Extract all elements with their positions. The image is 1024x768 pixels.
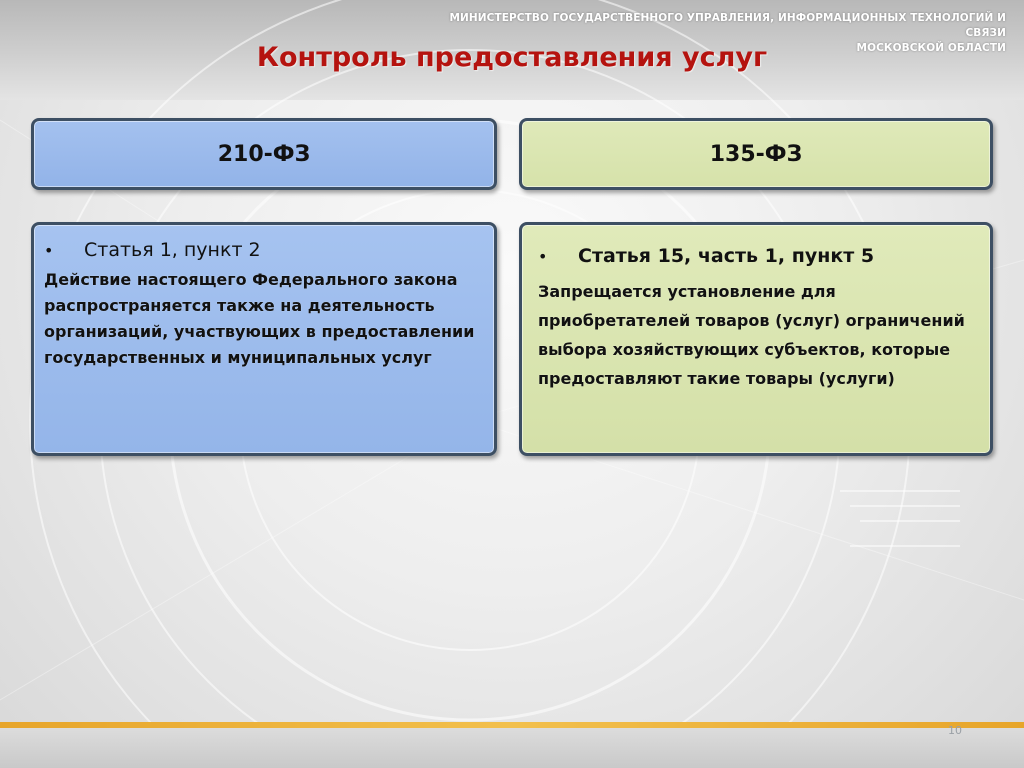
law-135-bullet-line	[538, 245, 980, 267]
law-135-article-ref: Статья 15, часть 1, пункт 5	[578, 245, 875, 267]
bullet-icon: •	[538, 247, 548, 266]
law-210-content-box	[31, 222, 497, 456]
slide-title: Контроль предоставления услуг	[256, 42, 768, 73]
law-210-bullet-line	[44, 239, 484, 261]
bullet-icon: •	[44, 241, 54, 260]
law-210-heading-box	[31, 118, 497, 190]
law-135-content-box	[519, 222, 993, 456]
law-210-body-text: Действие настоящего Федерального закона распространяется также на деятельность организаций, участвующих в предоставлении государственных и муниципальных услуг	[44, 270, 475, 367]
law-135-heading: 135-ФЗ	[709, 141, 803, 167]
law-210-heading: 210-ФЗ	[217, 141, 311, 167]
ministry-line-2: МОСКОВСКОЙ ОБЛАСТИ	[856, 42, 1006, 54]
law-135-heading-box	[519, 118, 993, 190]
law-135-body-text: Запрещается установление для приобретателей товаров (услуг) ограничений выбора хозяйствующих субъектов, которые предоставляют такие товары (услуги)	[538, 282, 965, 388]
page-number: 10	[948, 724, 962, 737]
footer-band	[0, 728, 1024, 768]
ministry-line-1: МИНИСТЕРСТВО ГОСУДАРСТВЕННОГО УПРАВЛЕНИЯ, ИНФОРМАЦИОННЫХ ТЕХНОЛОГИЙ И СВЯЗИ	[449, 12, 1006, 39]
law-210-article-ref: Статья 1, пункт 2	[84, 239, 261, 261]
